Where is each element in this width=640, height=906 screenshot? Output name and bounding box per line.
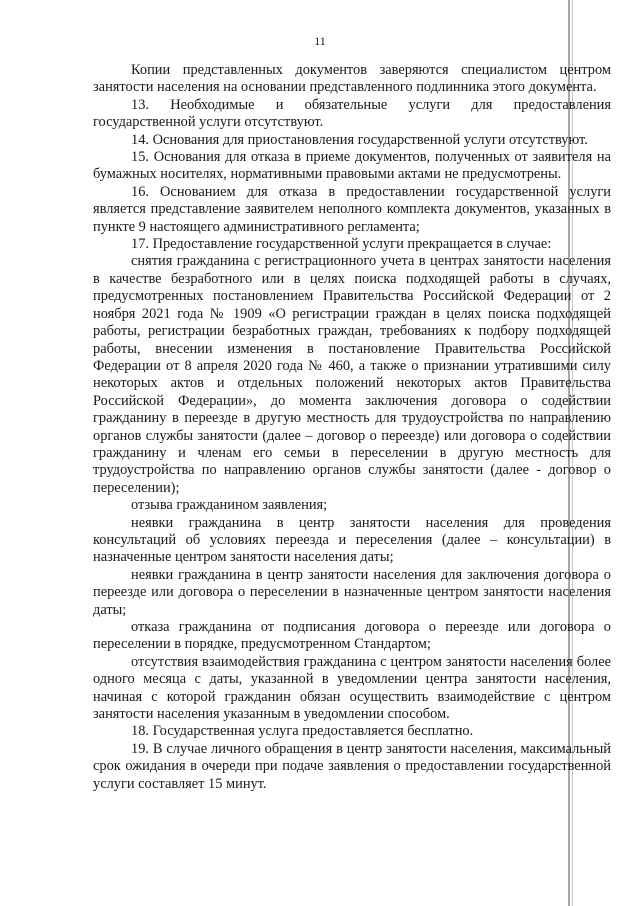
paragraph-17-deregistration: снятия гражданина с регистрационного учета в центрах занятости населения в качестве безработного или в целях поиска подходящей работы в случаях, предусмотренных постановлением Правительства Российской Федерации от 2 ноября 2021 года № 1909 «О регистрации граждан в целях поиска подходящей работы, регистрации безработных граждан, требованиях к подбору подходящей работы, внесении изменения в постановление Правительства Российской Федерации от 8 апреля 2020 года № 460, а также о признании утратившими силу некоторых актов и отдельных положений некоторых актов Правительства Российской Федерации», до момента заключения договора о содействии гражданину в переезде в другую местность для трудоустройства по направлению органов службы занятости (далее – договор о переезде) или договора о содействии гражданину и членам его семьи в переселении в другую местность для трудоустройства по направлению органов службы занятости (далее - договор о переселении); [93, 253, 611, 496]
paragraph-17-no-show-contract: неявки гражданина в центр занятости населения для заключения договора о переезде или договора о переселении в назначенные центром занятости населения даты; [93, 566, 611, 618]
paragraph-14: 14. Основания для приостановления государственной услуги отсутствуют. [131, 131, 588, 148]
paragraph-18: 18. Государственная услуга предоставляется бесплатно. [131, 723, 474, 740]
document-body [93, 62, 611, 793]
paragraph-15: 15. Основания для отказа в приеме документов, полученных от заявителя на бумажных носителях, нормативными правовыми актами не предусмотрены. [93, 149, 611, 183]
paragraph-17-no-show-consultation: неявки гражданина в центр занятости населения для проведения консультаций об условиях переезда и переселения (далее – консультации) в назначенные центром занятости населения даты; [93, 514, 611, 566]
paragraph-13: 13. Необходимые и обязательные услуги для предоставления государственной услуги отсутствуют. [93, 96, 611, 131]
paragraph-17: 17. Предоставление государственной услуги прекращается в случае: [131, 236, 552, 253]
paragraph-17-no-interaction: отсутствия взаимодействия гражданина с центром занятости населения более одного месяца с даты, указанной в уведомлении центра занятости населения, начиная с которой гражданин обязан осуществить взаимодействие с центром занятости населения указанным в уведомлении способом. [93, 653, 611, 723]
paragraph-17-refusal: отказа гражданина от подписания договора о переезде или договора о переселении в порядке, предусмотренном Стандартом; [93, 619, 611, 653]
paragraph-19: 19. В случае личного обращения в центр занятости населения, максимальный срок ожидания в очереди при подаче заявления о предоставлении государственной услуги составляет 15 минут. [93, 740, 611, 792]
paragraph-copies: Копии представленных документов заверяются специалистом центром занятости населения на основании представленного подлинника этого документа. [93, 62, 611, 96]
paragraph-17-withdrawal: отзыва гражданином заявления; [131, 497, 328, 514]
page-number: 11 [314, 34, 326, 48]
paragraph-16: 16. Основанием для отказа в предоставлении государственной услуги является представление заявителем неполного комплекта документов, указанных в пункте 9 настоящего административного регламента; [93, 183, 611, 235]
